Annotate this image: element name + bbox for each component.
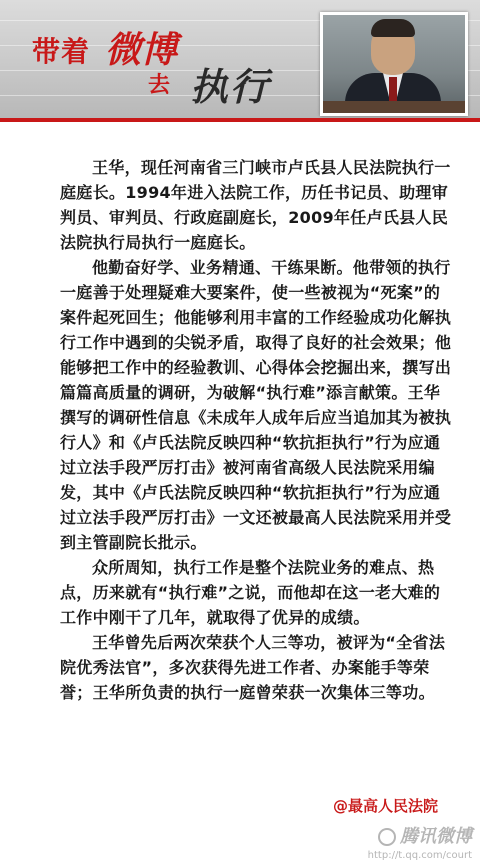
author-signature: @最高人民法院 bbox=[332, 797, 438, 815]
article-paragraph-4: 王华曾先后两次荣获个人三等功，被评为“全省法院优秀法官”，多次获得先进工作者、办案能手等荣誉；王华所负责的执行一庭曾荣获一次集体三等功。 bbox=[60, 633, 446, 702]
article-paragraph-1: 王华，现任河南省三门峡市卢氏县人民法院执行一庭庭长。1994年进入法院工作，历任书记员、助理审判员、审判员、行政庭副庭长，2009年任卢氏县人民法院执行局执行一庭庭长。 bbox=[60, 158, 451, 252]
title-part-1: 带着 bbox=[32, 35, 91, 68]
article-paragraph-2: 他勤奋好学、业务精通、干练果断。他带领的执行一庭善于处理疑难大要案件，使一些被视为“死案”的案件起死回生；他能够利用丰富的工作经验成功化解执行工作中遇到的尖锐矛盾，取得了良好的社会效果；他能够把工作中的经验教训、心得体会挖掘出来，撰写出篇篇高质量的调研，为破解“执行难”添言献策。王华撰写的调研性信息《未成年人成年后应当追加其为被执行人》和《卢氏法院反映四种“软抗拒执行”行为应通过立法手段严厉打击》被河南省高级人民法院采用编发，其中《卢氏法院反映四种“软抗拒执行”行为应通过立法手段严厉打击》一文还被最高人民法院采用并受到主管副院长批示。 bbox=[60, 258, 452, 552]
portrait-desk bbox=[323, 101, 465, 113]
title-part-3: 去 bbox=[148, 73, 171, 98]
watermark-url: http://t.qq.com/court bbox=[367, 850, 472, 861]
weibo-logo-icon bbox=[378, 828, 396, 846]
title-part-2: 微博 bbox=[105, 29, 178, 71]
article-body bbox=[60, 155, 455, 705]
article-paragraph-3: 众所周知，执行工作是整个法院业务的难点、热点，历来就有“执行难”之说，而他却在这一老大难的工作中刚干了几年，就取得了优异的成绩。 bbox=[60, 558, 441, 627]
watermark-brand-text: 腾讯微博 bbox=[400, 826, 472, 847]
watermark-brand bbox=[368, 822, 472, 848]
header-underline bbox=[0, 118, 480, 122]
watermark bbox=[368, 822, 472, 861]
portrait-hair bbox=[371, 19, 415, 37]
title-part-4: 执行 bbox=[190, 64, 271, 109]
portrait-photo bbox=[320, 12, 468, 116]
header-banner bbox=[0, 0, 480, 118]
